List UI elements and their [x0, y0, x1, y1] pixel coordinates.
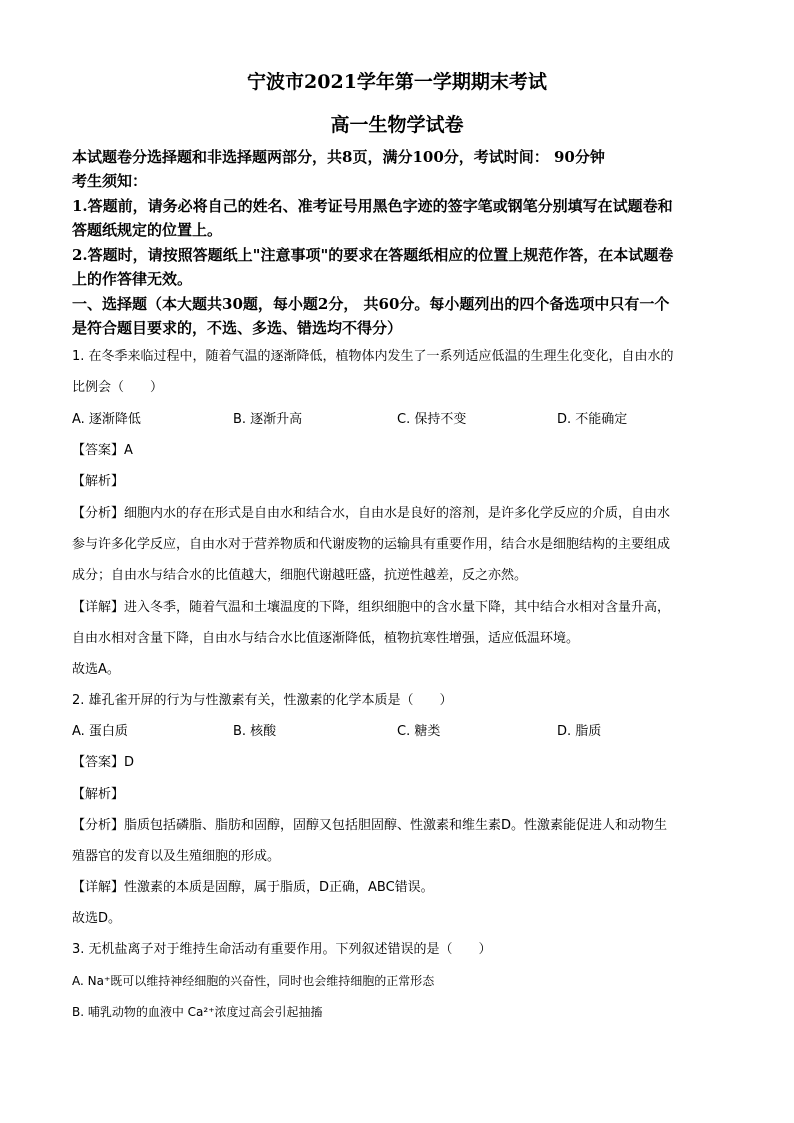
analysis-label: 【解析】 [72, 474, 125, 489]
section-heading: 是符合题目要求的，不选、多选、错选均不得分） [72, 319, 403, 337]
question-stem: 1. 在冬季来临过程中，随着气温的逐渐降低，植物体内发生了一系列适应低温的生理生化变化，自由水的 [72, 349, 674, 364]
option-b: B. 哺乳动物的血液中 Ca²⁺浓度过高会引起抽搐 [72, 1005, 323, 1019]
intro-line: 1.答题前，请务必将自己的姓名、准考证号用黑色字迹的签字笔或钢笔分别填写在试题卷和 [72, 197, 673, 215]
question-stem: 3. 无机盐离子对于维持生命活动有重要作用。下列叙述错误的是（ ） [72, 942, 492, 957]
intro-line: 本试题卷分选择题和非选择题两部分，共8页，满分100分，考试时间： 90分钟 [72, 148, 605, 166]
analysis-text: 殖器官的发育以及生殖细胞的形成。 [72, 849, 281, 864]
choice-conclusion: 故选A。 [72, 662, 120, 677]
analysis-text: 成分；自由水与结合水的比值越大，细胞代谢越旺盛，抗逆性越差，反之亦然。 [72, 568, 528, 583]
answer-label: 【答案】A [72, 443, 133, 458]
detail-text: 【详解】进入冬季，随着气温和土壤温度的下降，组织细胞中的含水量下降，其中结合水相对含量升高， [72, 600, 671, 615]
detail-text: 【详解】性激素的本质是固醇，属于脂质，D正确，ABC错误。 [72, 880, 434, 895]
analysis-text: 【分析】细胞内水的存在形式是自由水和结合水，自由水是良好的溶剂，是许多化学反应的介质，自由水 [72, 506, 671, 521]
option-a: A. Na⁺既可以维持神经细胞的兴奋性，同时也会维持细胞的正常形态 [72, 974, 435, 988]
choice-conclusion: 故选D。 [72, 911, 122, 926]
exam-title: 宁波市2021学年第一学期期末考试 [247, 71, 547, 93]
option-a: A. 蛋白质 [72, 724, 128, 739]
intro-line: 上的作答律无效。 [72, 270, 193, 288]
exam-subtitle: 高一生物学试卷 [330, 114, 464, 136]
intro-line: 考生须知： [72, 172, 148, 190]
option-d: D. 不能确定 [557, 412, 628, 427]
option-d: D. 脂质 [557, 724, 602, 739]
intro-line: 2.答题时，请按照答题纸上"注意事项"的要求在答题纸相应的位置上规范作答，在本试题卷 [72, 246, 674, 264]
option-c: C. 保持不变 [397, 412, 467, 427]
analysis-text: 【分析】脂质包括磷脂、脂肪和固醇，固醇又包括胆固醇、性激素和维生素D。性激素能促进人和动物生 [72, 818, 668, 833]
option-a: A. 逐渐降低 [72, 412, 141, 427]
option-b: B. 逐渐升高 [233, 412, 303, 427]
section-heading: 一、选择题（本大题共30题，每小题2分， 共60分。每小题列出的四个备选项中只有一个 [72, 295, 670, 313]
question-stem: 比例会（ ） [72, 380, 164, 395]
answer-label: 【答案】D [72, 755, 135, 770]
analysis-text: 参与许多化学反应，自由水对于营养物质和代谢废物的运输具有重要作用，结合水是细胞结构的主要组成 [72, 537, 671, 552]
option-b: B. 核酸 [233, 724, 277, 739]
detail-text: 自由水相对含量下降，自由水与结合水比值逐渐降低，植物抗寒性增强，适应低温环境。 [72, 631, 580, 646]
option-c: C. 糖类 [397, 724, 441, 739]
question-stem: 2. 雄孔雀开屏的行为与性激素有关，性激素的化学本质是（ ） [72, 693, 453, 708]
intro-line: 答题纸规定的位置上。 [72, 221, 223, 239]
analysis-label: 【解析】 [72, 787, 125, 802]
